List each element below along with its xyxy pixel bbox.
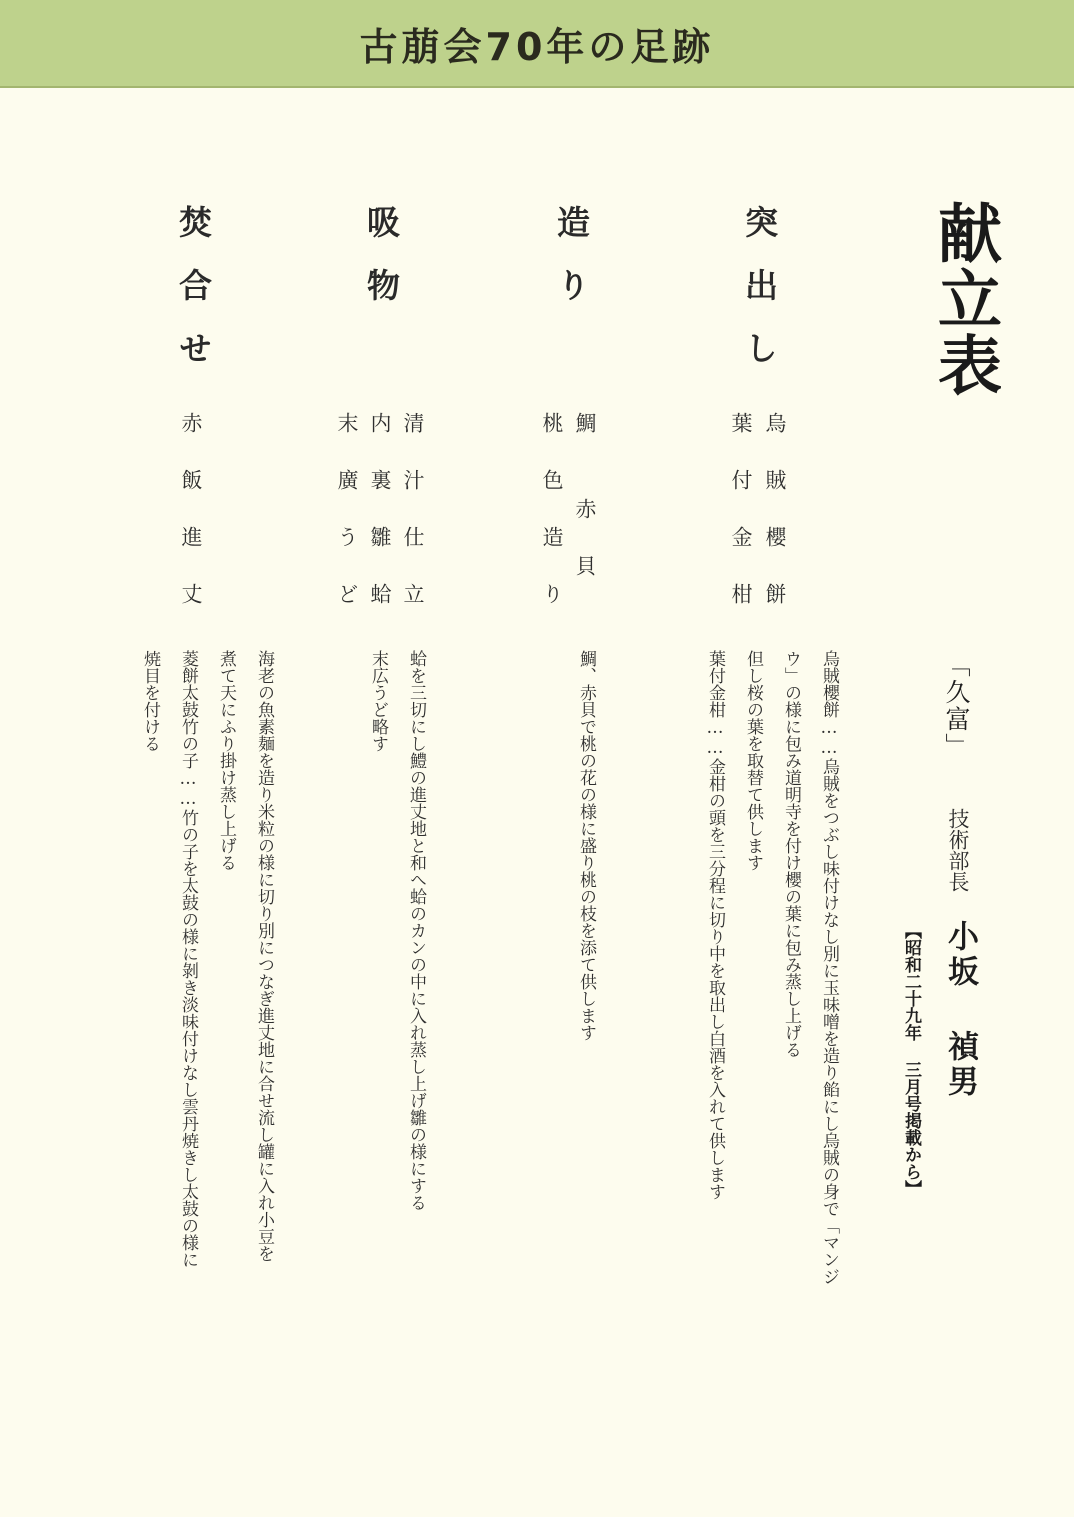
dish-item: 清汁仕立 [401, 412, 425, 640]
description-line: 焼目を付ける [140, 650, 160, 752]
description-line: 鯛、赤貝で桃の花の様に盛り桃の枝を添て供します [576, 650, 596, 1041]
dish-item: 赤飯進丈 [179, 412, 203, 640]
description-line: ウ」の様に包み道明寺を付け櫻の葉に包み蒸し上げる [781, 650, 801, 1058]
description-suimono [348, 650, 424, 1211]
restaurant-name: 「久富」 [942, 652, 971, 760]
description-tsukidashi [685, 650, 837, 1285]
course-title-tsukuri: 造り [552, 205, 591, 331]
description-line: 菱餅太鼓竹の子……竹の子を太鼓の様に剝き淡味付けなし雲丹焼きし太鼓の様に [178, 650, 198, 1268]
dish-item: 内裏雛蛤 [368, 412, 392, 640]
course-title-tsukidashi: 突出し [740, 205, 779, 394]
description-line: 蛤を三切にし鱧の進丈地と和へ蛤のカンの中に入れ蒸し上げ雛の様にする [406, 650, 426, 1211]
description-line: 葉付金柑……金柑の頭を三分程に切り中を取出し白酒を入れて供します [705, 650, 725, 1200]
page-title: 献立表 [927, 200, 1002, 398]
dish-item: 葉付金柑 [729, 412, 753, 640]
description-takiawase [120, 650, 272, 1268]
dish-item: 末廣うど [335, 412, 359, 640]
header-banner [0, 0, 1074, 88]
dish-item: 桃色造り [540, 412, 564, 640]
description-line: 煮て天にふり掛け蒸し上げる [216, 650, 236, 871]
course-title-takiawase: 焚合せ [174, 205, 213, 394]
description-line: 末広うど略す [368, 650, 388, 752]
course-title-suimono: 吸物 [362, 205, 401, 331]
description-line: 烏賊櫻餅……烏賊をつぶし味付けなし別に玉味噌を造り餡にし烏賊の身で「マンジ [819, 650, 839, 1285]
author-role: 技術部長 [946, 808, 970, 892]
description-tsukuri [556, 650, 594, 1041]
dish-item: 鯛 [573, 412, 597, 469]
dish-item: 烏賊櫻餅 [763, 412, 787, 640]
description-line: 海老の魚素麺を造り米粒の様に切り別につなぎ進丈地に合せ流し罐に入れ小豆を [254, 650, 274, 1262]
author-name: 小坂 禎男 [942, 920, 978, 1100]
dish-item: 赤貝 [573, 498, 597, 612]
banner-title: 古萠会70年の足跡 [359, 24, 715, 69]
source-note: 【昭和二十九年 三月号掲載から】 [901, 922, 921, 1197]
description-line: 但し桜の葉を取替て供します [743, 650, 763, 871]
